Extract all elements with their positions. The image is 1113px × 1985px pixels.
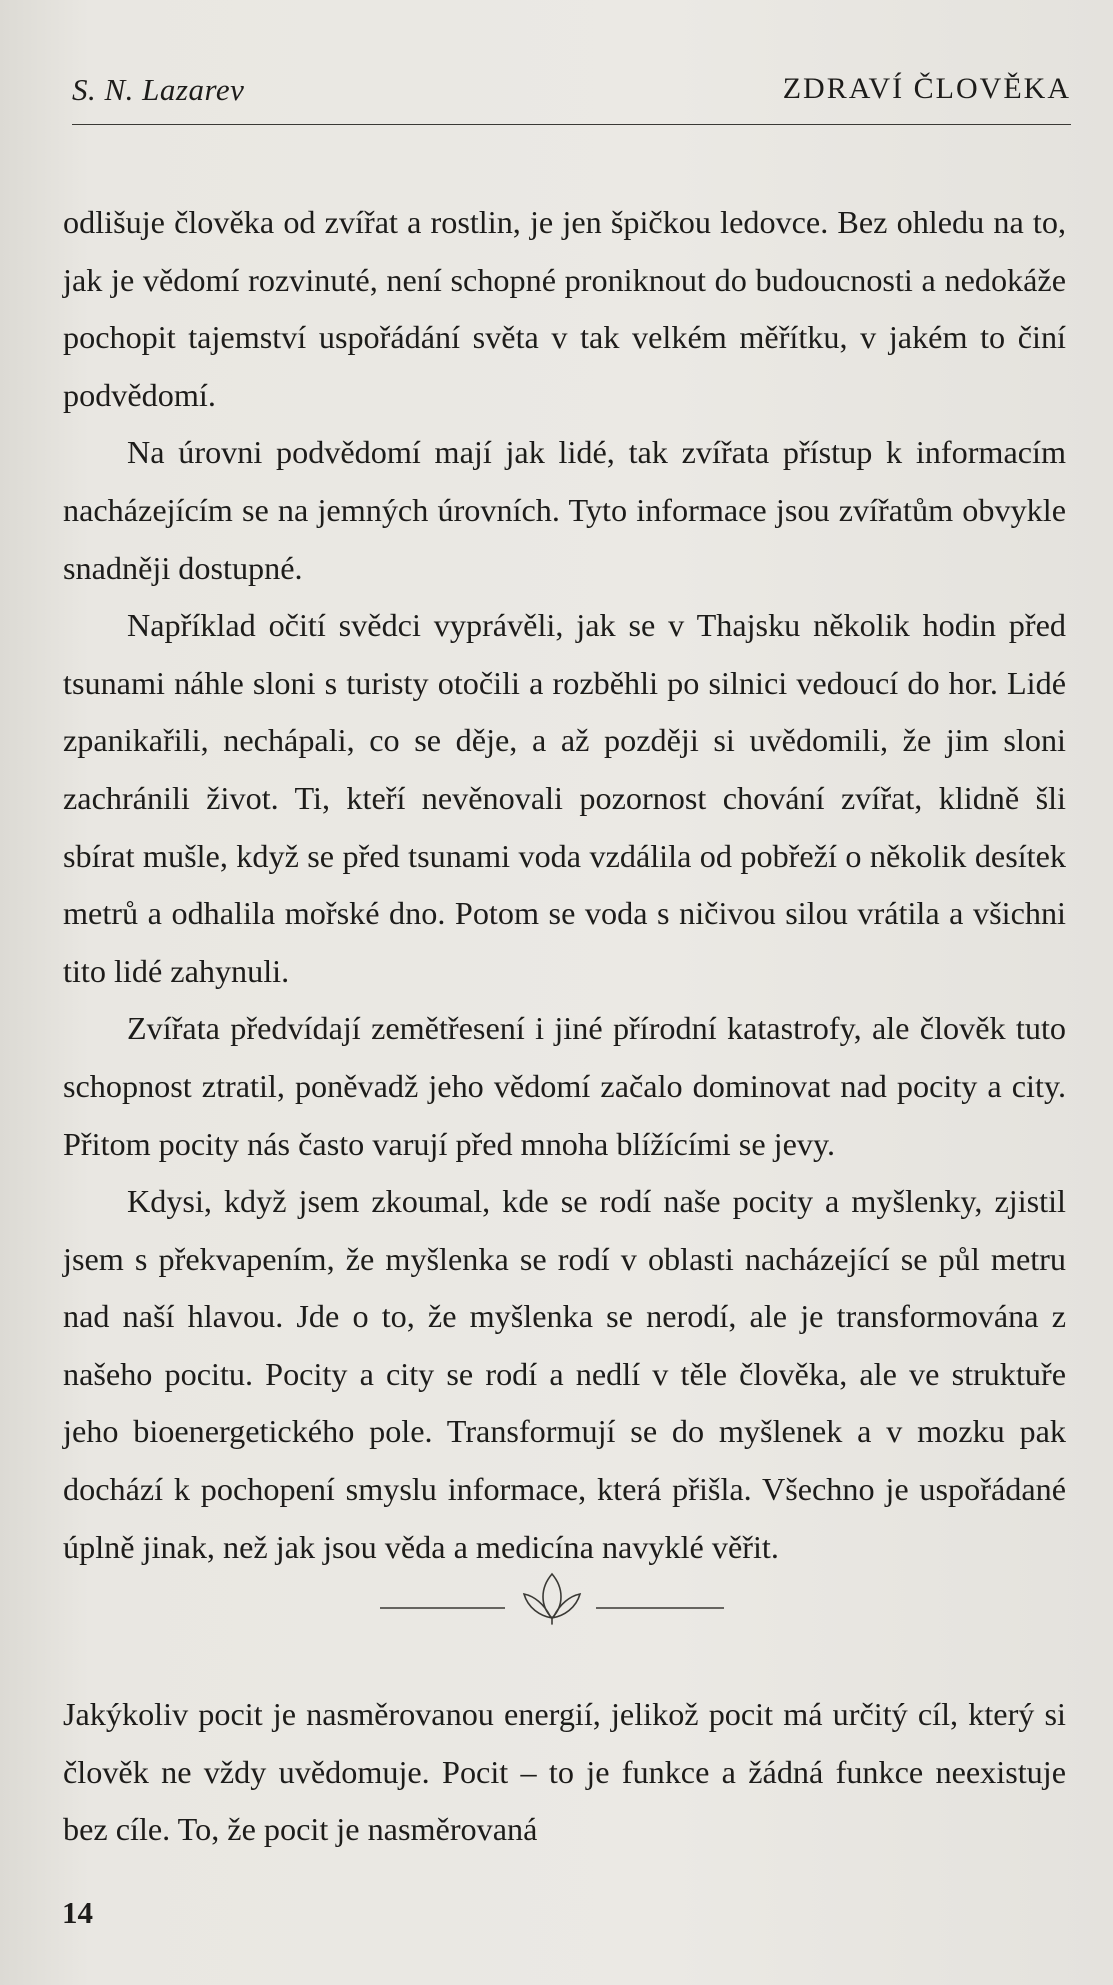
paragraph-continued: odlišuje člověka od zvířat a rostlin, je jen špičkou ledovce. Bez ohledu na to, jak je vědomí rozvinuté, není schopné proniknout do budoucnosti a nedokáže pochopit tajemství uspořádání světa v tak velkém měřítku, v jakém to činí podvědomí. <box>63 204 1066 413</box>
page-number: 14 <box>62 1895 93 1930</box>
paragraph: Na úrovni podvědomí mají jak lidé, tak zvířata přístup k informacím nacházejícím se na jemných úrovních. Tyto informace jsou zvířatům obvykle snadněji dostupné. <box>63 434 1066 586</box>
running-header <box>72 72 1071 125</box>
body-text-after-divider <box>63 1686 1066 1859</box>
paragraph: Jakýkoliv pocit je nasměrovanou energií, jelikož pocit má určitý cíl, který si člověk ne vždy uvědomuje. Pocit – to je funkce a žádná funkce neexistuje bez cíle. To, že pocit je nasměrovaná <box>63 1696 1066 1848</box>
paragraph: Kdysi, když jsem zkoumal, kde se rodí naše pocity a myšlenky, zjistil jsem s překvapením, že myšlenka se rodí v oblasti nacházející se půl metru nad naší hlavou. Jde o to, že myšlenka se nerodí, ale je transformována z našeho pocitu. Pocity a city se rodí a nedlí v těle člověka, ale ve struktuře jeho bioenergetického pole. Transformují se do myšlenek a v mozku pak dochází k pochopení smyslu informace, která přišla. Všechno je uspořádané úplně jinak, než jak jsou věda a medicína navyklé věřit. <box>63 1183 1066 1565</box>
paragraph: Zvířata předvídají zemětřesení i jiné přírodní katastrofy, ale člověk tuto schopnost ztratil, poněvadž jeho vědomí začalo dominovat nad pocity a city. Přitom pocity nás často varují před mnoha blížícími se jevy. <box>63 1010 1066 1162</box>
running-header-title: ZDRAVÍ ČLOVĚKA <box>782 72 1071 105</box>
lotus-leaf-icon <box>524 1574 580 1624</box>
running-header-author: S. N. Lazarev <box>72 72 245 107</box>
paragraph: Například očití svědci vyprávěli, jak se v Thajsku několik hodin před tsunami náhle sloni s turisty otočili a rozběhli po silnici vedoucí do hor. Lidé zpanikařili, nechápali, co se děje, a až později si uvědomili, že jim sloni zachránili život. Ti, kteří nevěnovali pozornost chování zvířat, klidně šli sbírat mušle, když se před tsunami voda vzdálila od pobřeží o několik desítek metrů a odhalila mořské dno. Potom se voda s ničivou silou vrátila a všichni tito lidé zahynuli. <box>63 607 1066 989</box>
body-text <box>63 194 1066 1576</box>
section-divider <box>372 1566 732 1626</box>
